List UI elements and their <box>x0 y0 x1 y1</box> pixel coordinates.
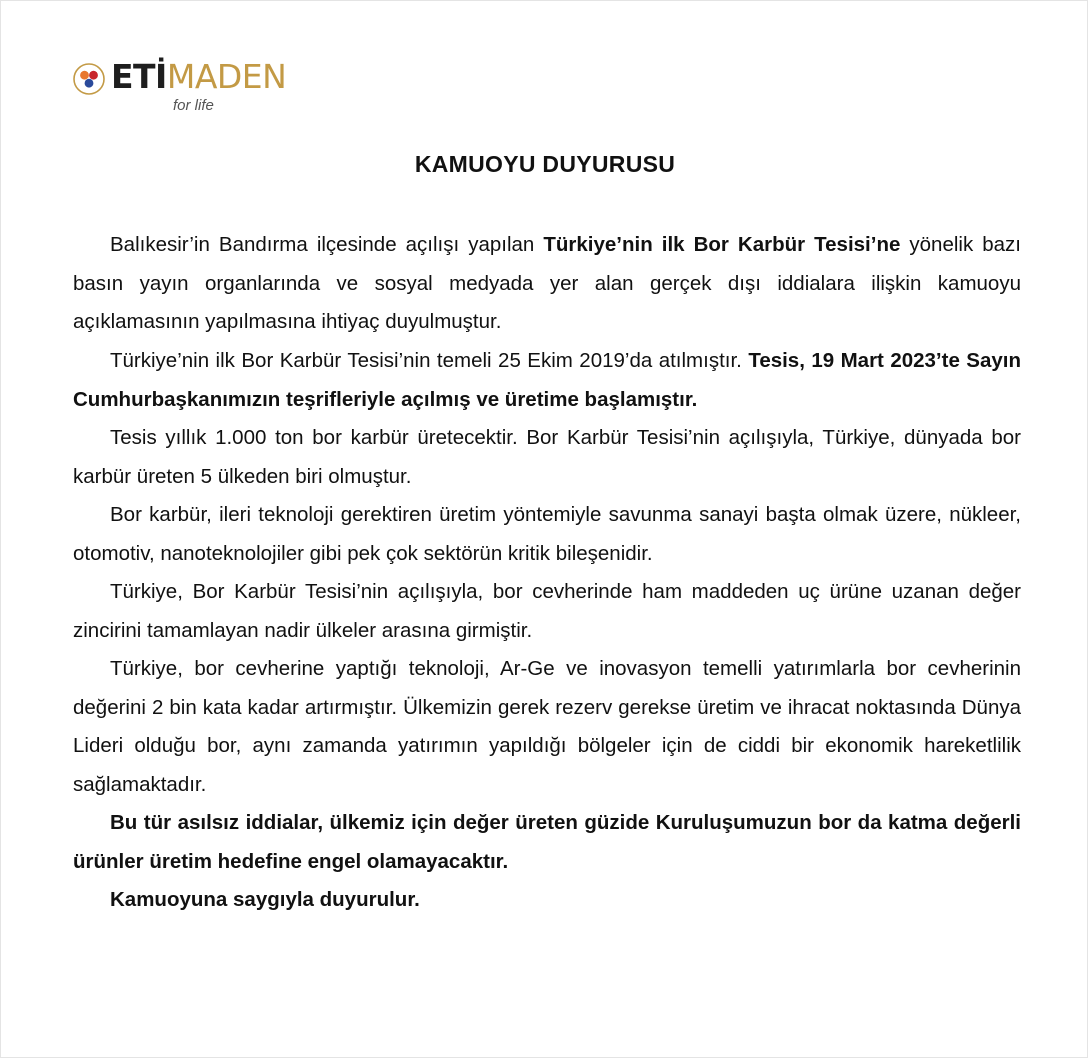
paragraph-6: Türkiye, bor cevherine yaptığı teknoloji, Ar-Ge ve inovasyon temelli yatırımlarla bor cevherinin değerini 2 bin kata kadar artırmıştır. Ülkemizin gerek rezerv gerekse üretim ve ihracat noktasında Dünya Lideri olduğu bor, aynı zamanda yatırımın yapıldığı bölgeler için de ciddi bir ekonomik hareketlilik sağlamaktadır. <box>73 657 1021 796</box>
announcement-body <box>73 226 1021 920</box>
etimaden-logo-mark-icon <box>73 63 105 95</box>
paragraph-1-text-bold: Türkiye’nin ilk Bor Karbür Tesisi’ne <box>543 233 901 256</box>
logo-tagline: for life <box>173 97 214 114</box>
paragraph-2 <box>73 342 1021 419</box>
paragraph-1 <box>73 226 1021 342</box>
logo-wordmark <box>111 57 286 96</box>
paragraph-1-text-c: yönelik bazı basın yayın organlarında ve sosyal medyada yer alan gerçek dışı iddialara ilişkin kamuoyu açıklamasının yapılmasına ihtiyaç duyulmuştur. <box>73 233 1022 333</box>
paragraph-3: Tesis yıllık 1.000 ton bor karbür üretecektir. Bor Karbür Tesisi’nin açılışıyla, Türkiye, dünyada bor karbür üreten 5 ülkeden biri olmuştur. <box>73 426 1021 488</box>
paragraph-5: Türkiye, Bor Karbür Tesisi’nin açılışıyla, bor cevherinde ham maddeden uç ürüne uzanan değer zincirini tamamlayan nadir ülkeler arasına girmiştir. <box>73 580 1021 642</box>
logo-wordmark-eti: ETİ <box>111 57 167 96</box>
paragraph-2-text-a: Türkiye’nin ilk Bor Karbür Tesisi’nin temeli 25 Ekim 2019’da atılmıştır. <box>110 349 749 372</box>
etimaden-logo <box>73 57 303 121</box>
paragraph-2-text-bold: Tesis, 19 Mart 2023’te Sayın Cumhurbaşkanımızın teşrifleriyle açılmış ve üretime başlamıştır. <box>73 349 1021 411</box>
paragraph-7: Bu tür asılsız iddialar, ülkemiz için değer üreten güzide Kuruluşumuzun bor da katma değerli ürünler üretim hedefine engel olamayacaktır. <box>73 811 1021 873</box>
page-title: KAMUOYU DUYURUSU <box>414 151 676 177</box>
paragraph-4: Bor karbür, ileri teknoloji gerektiren üretim yöntemiyle savunma sanayi başta olmak üzere, nükleer, otomotiv, nanoteknolojiler gibi pek çok sektörün kritik bileşenidir. <box>73 503 1021 565</box>
paragraph-1-text-a: Balıkesir’in Bandırma ilçesinde açılışı yapılan <box>110 233 544 256</box>
closing-line: Kamuoyuna saygıyla duyurulur. <box>110 888 420 911</box>
logo-wordmark-maden: MADEN <box>166 57 287 96</box>
